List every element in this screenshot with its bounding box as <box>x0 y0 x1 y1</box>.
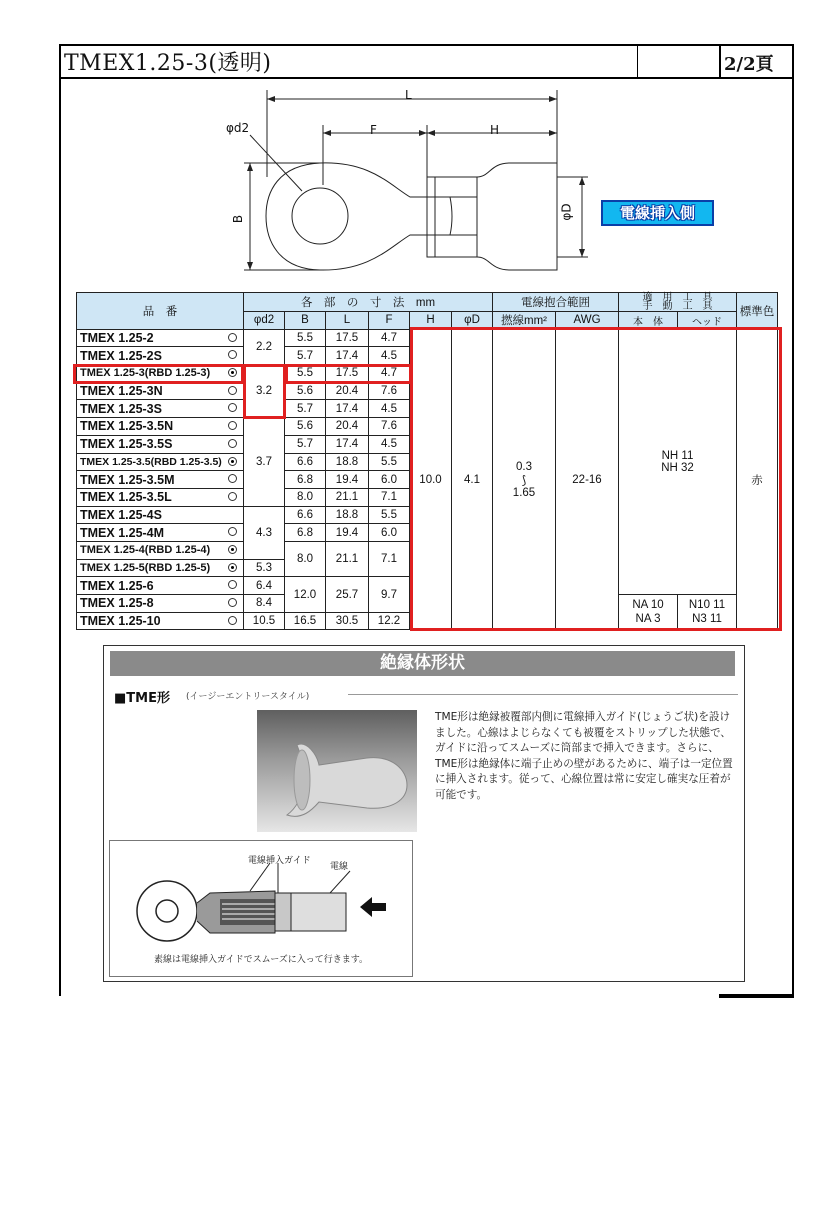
cell-L: 21.1 <box>326 488 369 506</box>
th-F: F <box>369 312 410 330</box>
cell-d2: 3.7 <box>244 418 285 506</box>
highlight-d2 <box>243 364 286 419</box>
cell-mm2: 0.3 ⟆ 1.65 <box>493 329 556 630</box>
table-row: TMEX 1.25-4M <box>77 524 244 542</box>
diagram-label-guide: 電線挿入ガイド <box>248 856 311 866</box>
cell-L: 30.5 <box>326 612 369 630</box>
cell-L: 18.8 <box>326 506 369 524</box>
cell-B: 5.6 <box>285 418 326 436</box>
page-number: 2/2頁 <box>724 54 774 75</box>
table-row: TMEX 1.25-2 <box>77 329 244 347</box>
cell-L: 17.4 <box>326 400 369 418</box>
dim-F: F <box>370 123 377 137</box>
tme-label: ■TME形 <box>114 691 170 706</box>
cell-d2: 6.4 <box>244 577 285 595</box>
divider <box>348 694 738 695</box>
product-photo <box>257 710 417 832</box>
dim-D: φD <box>559 203 574 221</box>
th-color: 標準色 <box>737 293 778 330</box>
cell-d2: 4.3 <box>244 506 285 559</box>
cell-B: 5.7 <box>285 435 326 453</box>
cell-F: 9.7 <box>369 577 410 612</box>
cell-F: 7.1 <box>369 488 410 506</box>
cell-L: 21.1 <box>326 541 369 576</box>
header-separator <box>719 44 721 78</box>
th-H: H <box>410 312 452 330</box>
th-L: L <box>326 312 369 330</box>
cell-B: 8.0 <box>285 541 326 576</box>
section-description: TME形は絶縁被覆部内側に電線挿入ガイド(じょうご状)を設けました。心線はよじらなくても被覆をストリップした状態で、ガイドに沿ってスムーズに筒部まで挿入できます。さらに、TME形は絶縁体に端子止めの壁があるために、端子は一定位置に挿入されます。従って、心線位置は常に安定し確実な圧着が可能です。 <box>435 711 733 801</box>
cell-B: 5.7 <box>285 347 326 365</box>
cell-L: 17.4 <box>326 347 369 365</box>
header-divider <box>59 77 794 79</box>
cell-H: 10.0 <box>410 329 452 630</box>
dim-d2: φd2 <box>226 121 250 135</box>
highlight-common <box>410 327 782 631</box>
th-dims: 各 部 の 寸 法 mm <box>244 293 493 312</box>
cell-F: 7.6 <box>369 382 410 400</box>
cell-B: 5.6 <box>285 382 326 400</box>
th-B: B <box>285 312 326 330</box>
cell-B: 6.6 <box>285 506 326 524</box>
th-D: φD <box>452 312 493 330</box>
cell-tool-n: N10 11 N3 11 <box>678 595 737 630</box>
tme-sublabel: (イージーエントリースタイル) <box>186 692 310 702</box>
wire-insert-side-tag: 電線挿入側 <box>601 200 714 226</box>
cell-B: 12.0 <box>285 577 326 612</box>
th-mm2: 撚線mm² <box>493 312 556 330</box>
cell-L: 19.4 <box>326 524 369 542</box>
cell-d2: 10.5 <box>244 612 285 630</box>
th-tool: 適 用 工 具 手 動 工 具 <box>619 293 737 312</box>
cell-B: 5.5 <box>285 365 326 383</box>
cell-L: 20.4 <box>326 418 369 436</box>
table-row: TMEX 1.25-10 <box>77 612 244 630</box>
cell-F: 4.7 <box>369 365 410 383</box>
cell-B: 5.7 <box>285 400 326 418</box>
table-row: TMEX 1.25-3.5L <box>77 488 244 506</box>
diagram-caption: 素線は電線挿入ガイドでスムーズに入って行きます。 <box>153 955 369 965</box>
table-row: TMEX 1.25-3S <box>77 400 244 418</box>
diagram-label-wire: 電線 <box>330 862 349 872</box>
cell-B: 8.0 <box>285 488 326 506</box>
header-separator <box>637 44 638 78</box>
cell-d2: 8.4 <box>244 595 285 613</box>
cell-L: 17.5 <box>326 365 369 383</box>
cell-B: 16.5 <box>285 612 326 630</box>
footer-bar <box>719 994 794 998</box>
cell-D: 4.1 <box>452 329 493 630</box>
th-awg: AWG <box>556 312 619 330</box>
cell-F: 4.5 <box>369 347 410 365</box>
cell-F: 12.2 <box>369 612 410 630</box>
cell-F: 6.0 <box>369 471 410 489</box>
table-row: TMEX 1.25-5(RBD 1.25-5) <box>77 559 244 577</box>
table-row: TMEX 1.25-3.5(RBD 1.25-3.5) <box>77 453 244 471</box>
cell-L: 25.7 <box>326 577 369 612</box>
th-part: 品 番 <box>77 293 244 330</box>
cell-F: 6.0 <box>369 524 410 542</box>
table-row: TMEX 1.25-3.5N <box>77 418 244 436</box>
cell-L: 20.4 <box>326 382 369 400</box>
terminal-drawing <box>220 85 600 285</box>
th-wire: 電線抱合範囲 <box>493 293 619 312</box>
table-row: TMEX 1.25-8 <box>77 595 244 613</box>
th-tool-body: 本 体 <box>619 312 678 330</box>
table-row: TMEX 1.25-3.5S <box>77 435 244 453</box>
cell-d2: 2.2 <box>244 329 285 364</box>
highlight-part <box>73 364 244 384</box>
section-title: 絶縁体形状 <box>110 651 735 676</box>
cell-F: 4.5 <box>369 400 410 418</box>
dim-B: B <box>231 214 246 224</box>
cell-tool-body: NH 11 NH 32 <box>619 329 737 594</box>
table-row: TMEX 1.25-6 <box>77 577 244 595</box>
table-row: TMEX 1.25-4(RBD 1.25-4) <box>77 541 244 559</box>
cell-L: 17.4 <box>326 435 369 453</box>
cell-B: 6.6 <box>285 453 326 471</box>
cell-F: 4.5 <box>369 435 410 453</box>
cell-F: 7.6 <box>369 418 410 436</box>
cell-F: 7.1 <box>369 541 410 576</box>
table-row: TMEX 1.25-2S <box>77 347 244 365</box>
cell-B: 6.8 <box>285 524 326 542</box>
dim-H: H <box>490 123 500 137</box>
cell-awg: 22-16 <box>556 329 619 630</box>
dim-L: L <box>405 88 412 102</box>
cell-color: 赤 <box>737 329 778 630</box>
highlight-dims <box>285 364 412 384</box>
page-title: TMEX1.25-3(透明) <box>64 51 272 76</box>
table-row: TMEX 1.25-4S <box>77 506 244 524</box>
th-d2: φd2 <box>244 312 285 330</box>
th-tool-head: ヘッド <box>678 312 737 330</box>
cell-B: 6.8 <box>285 471 326 489</box>
cell-d2: 3.2 <box>244 365 285 418</box>
cell-F: 4.7 <box>369 329 410 347</box>
table-row: TMEX 1.25-3N <box>77 382 244 400</box>
cell-L: 17.5 <box>326 329 369 347</box>
cell-L: 18.8 <box>326 453 369 471</box>
table-row: TMEX 1.25-3(RBD 1.25-3) <box>77 365 244 383</box>
cell-L: 19.4 <box>326 471 369 489</box>
cell-d2: 5.3 <box>244 559 285 577</box>
table-row: TMEX 1.25-3.5M <box>77 471 244 489</box>
cell-F: 5.5 <box>369 506 410 524</box>
cell-tool-na: NA 10 NA 3 <box>619 595 678 630</box>
cell-B: 5.5 <box>285 329 326 347</box>
cell-F: 5.5 <box>369 453 410 471</box>
